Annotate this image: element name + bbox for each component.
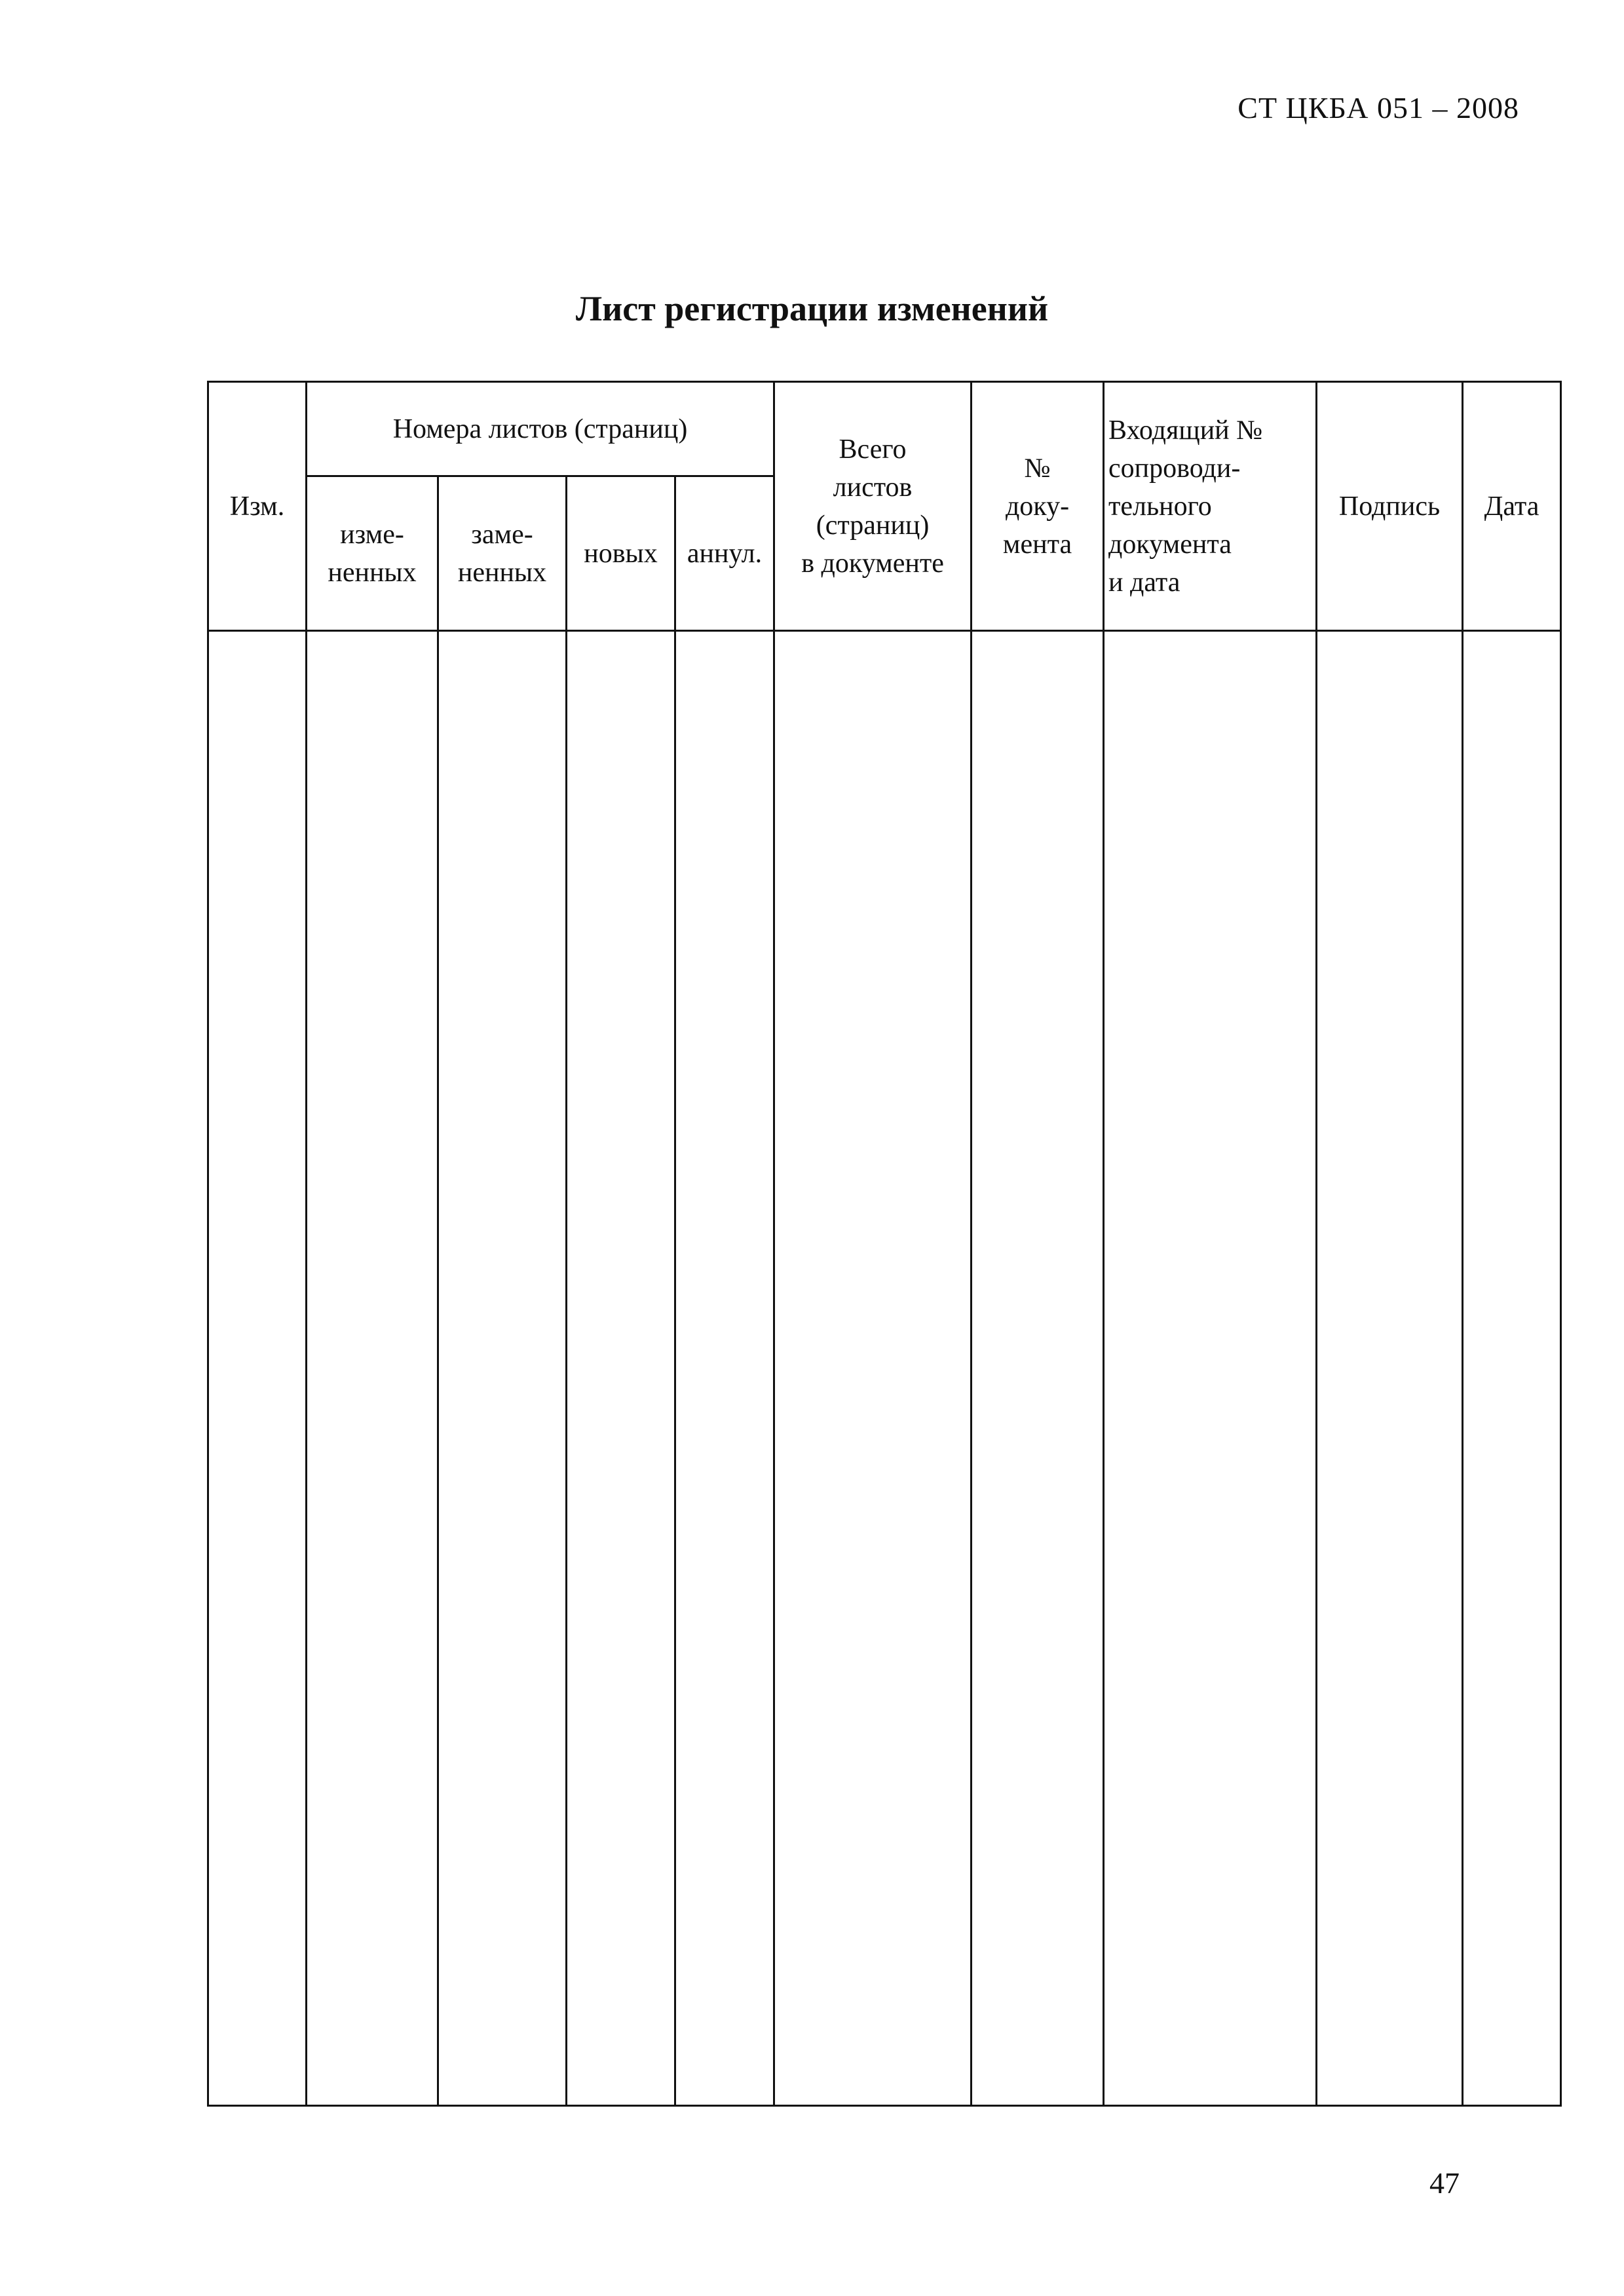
cell-total-sheets[interactable] [774,631,972,2106]
header-changed: изме- ненных [307,476,438,631]
cell-signature[interactable] [1317,631,1463,2106]
table-row [208,631,1561,2106]
cell-annulled[interactable] [675,631,774,2106]
header-izm: Изм. [208,382,307,631]
cell-new[interactable] [567,631,675,2106]
cell-incoming-doc[interactable] [1104,631,1317,2106]
document-code: СТ ЦКБА 051 – 2008 [1237,91,1519,124]
cell-date[interactable] [1463,631,1561,2106]
header-incoming-doc: Входящий № сопроводи- тельного документа и дата [1104,382,1317,631]
header-doc-number: № доку- мента [972,382,1104,631]
header-total-sheets: Всего листов (страниц) в документе [774,382,972,631]
header-signature: Подпись [1317,382,1463,631]
page-title: Лист регистрации изменений [575,289,1049,328]
header-annulled: аннул. [675,476,774,631]
cell-doc-number[interactable] [972,631,1104,2106]
cell-changed[interactable] [307,631,438,2106]
header-replaced: заме- ненных [438,476,567,631]
cell-izm[interactable] [208,631,307,2106]
page-number: 47 [1429,2166,1460,2200]
header-sheet-numbers: Номера листов (страниц) [307,382,774,476]
header-new: новых [567,476,675,631]
header-date: Дата [1463,382,1561,631]
change-registration-table [207,381,1562,2107]
cell-replaced[interactable] [438,631,567,2106]
